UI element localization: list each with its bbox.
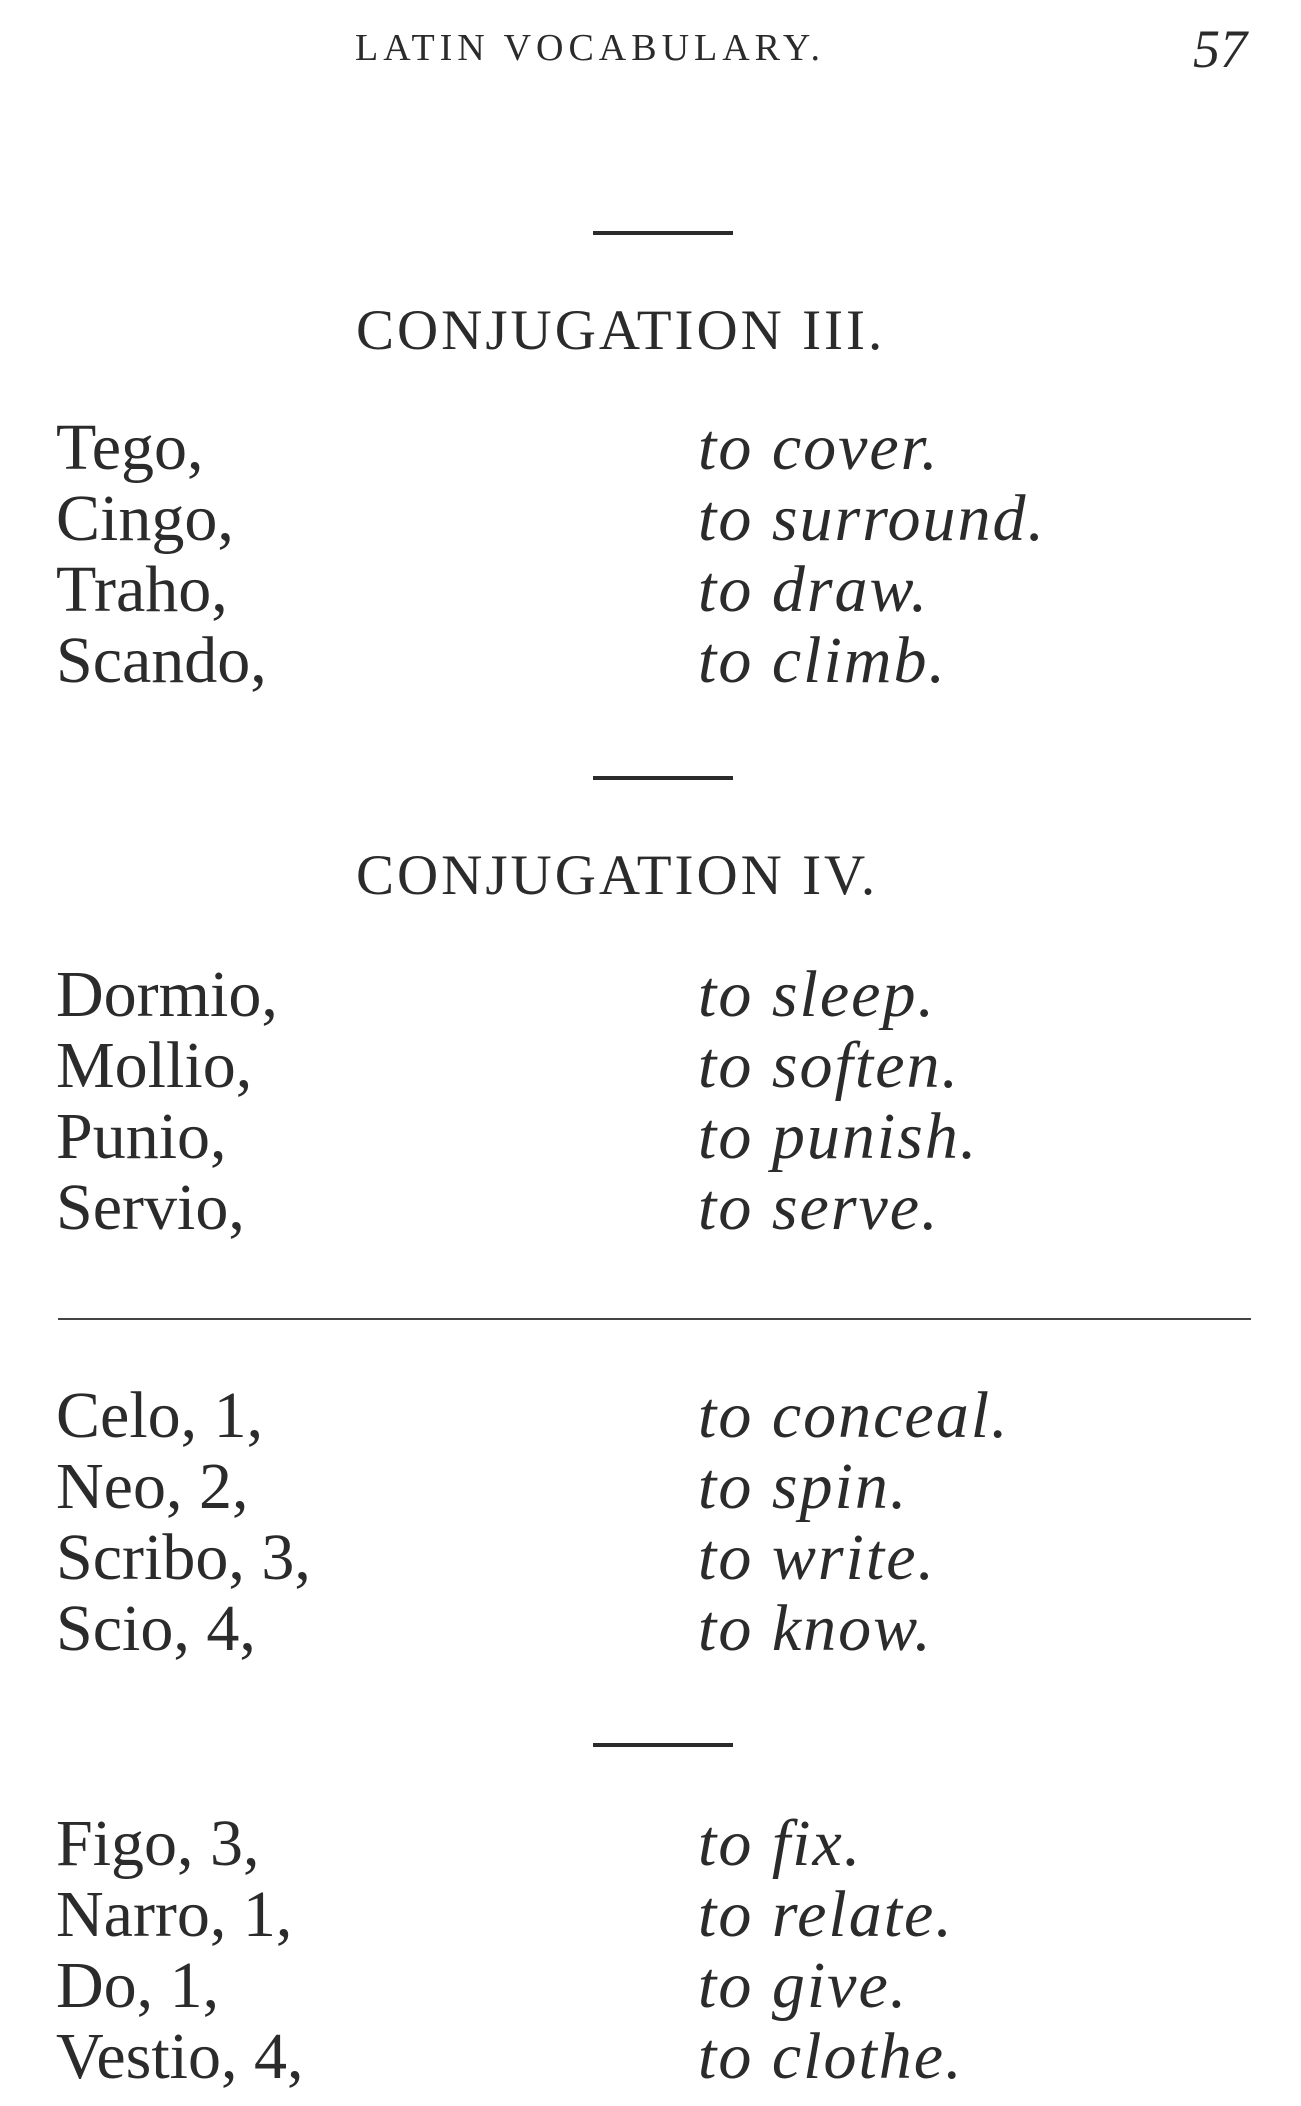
running-head: LATIN VOCABULARY.: [355, 27, 825, 69]
english-meaning: to conceal.: [698, 1379, 1010, 1452]
latin-word: Scribo, 3,: [56, 1521, 311, 1594]
latin-word: Neo, 2,: [56, 1450, 249, 1523]
vocabulary-entry: [56, 1879, 1256, 1950]
latin-word: Cingo,: [56, 482, 234, 555]
page-number: 57: [1193, 19, 1247, 79]
english-meaning: to fix.: [698, 1807, 863, 1880]
english-meaning: to know.: [698, 1592, 933, 1665]
vocabulary-list: [56, 412, 1256, 696]
vocabulary-entry: [56, 2021, 1256, 2092]
section-title: CONJUGATION IV.: [356, 844, 879, 907]
english-meaning: to cover.: [698, 411, 940, 484]
vocabulary-entry: [56, 1808, 1256, 1879]
latin-word: Punio,: [56, 1100, 227, 1173]
vocabulary-entry: [56, 1950, 1256, 2021]
vocabulary-entry: [56, 554, 1256, 625]
vocabulary-entry: [56, 959, 1256, 1030]
latin-word: Narro, 1,: [56, 1878, 293, 1951]
vocabulary-entry: [56, 483, 1256, 554]
english-meaning: to climb.: [698, 624, 947, 697]
section-divider: [593, 1743, 733, 1747]
english-meaning: to serve.: [698, 1171, 940, 1244]
latin-word: Servio,: [56, 1171, 245, 1244]
latin-word: Traho,: [56, 553, 228, 626]
vocabulary-list: [56, 959, 1256, 1243]
english-meaning: to punish.: [698, 1100, 979, 1173]
vocabulary-entry: [56, 412, 1256, 483]
latin-word: Scio, 4,: [56, 1592, 256, 1665]
latin-word: Scando,: [56, 624, 267, 697]
latin-word: Dormio,: [56, 958, 278, 1031]
vocabulary-entry: [56, 1030, 1256, 1101]
english-meaning: to soften.: [698, 1029, 960, 1102]
latin-word: Vestio, 4,: [56, 2020, 304, 2093]
horizontal-rule: [58, 1318, 1251, 1320]
vocabulary-entry: [56, 1593, 1256, 1664]
section-title: CONJUGATION III.: [356, 299, 886, 362]
latin-word: Tego,: [56, 411, 204, 484]
vocabulary-entry: [56, 1101, 1256, 1172]
latin-word: Mollio,: [56, 1029, 253, 1102]
vocabulary-list: [56, 1380, 1256, 1664]
english-meaning: to sleep.: [698, 958, 936, 1031]
vocabulary-entry: [56, 1522, 1256, 1593]
english-meaning: to write.: [698, 1521, 937, 1594]
english-meaning: to clothe.: [698, 2020, 964, 2093]
latin-word: Figo, 3,: [56, 1807, 260, 1880]
vocabulary-entry: [56, 625, 1256, 696]
vocabulary-entry: [56, 1172, 1256, 1243]
latin-word: Celo, 1,: [56, 1379, 264, 1452]
english-meaning: to spin.: [698, 1450, 909, 1523]
vocabulary-list: [56, 1808, 1256, 2092]
section-divider: [593, 231, 733, 235]
vocabulary-entry: [56, 1380, 1256, 1451]
english-meaning: to draw.: [698, 553, 930, 626]
latin-word: Do, 1,: [56, 1949, 220, 2022]
english-meaning: to surround.: [698, 482, 1046, 555]
section-divider: [593, 776, 733, 780]
english-meaning: to give.: [698, 1949, 909, 2022]
vocabulary-entry: [56, 1451, 1256, 1522]
english-meaning: to relate.: [698, 1878, 954, 1951]
